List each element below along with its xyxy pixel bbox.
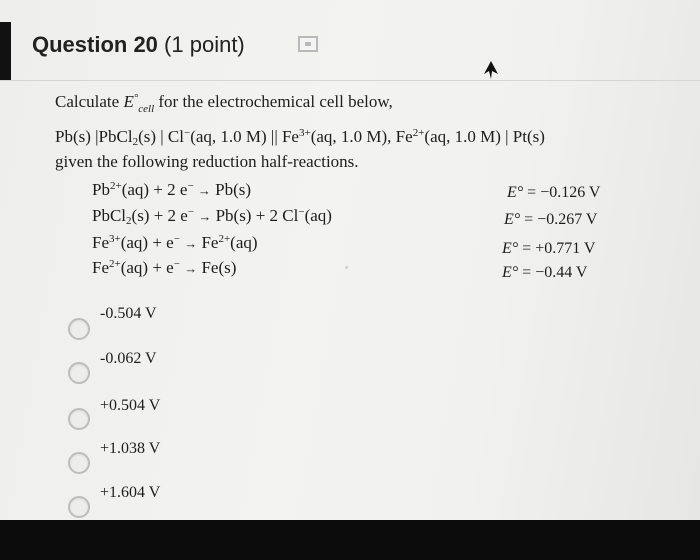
flag-icon[interactable] bbox=[298, 36, 318, 52]
answer-label[interactable]: +1.604 V bbox=[100, 484, 161, 501]
prompt-calculate: Calculate bbox=[55, 92, 120, 111]
question-prompt bbox=[55, 92, 393, 115]
e-cell-symbol: $E^\circ_{cell}$ bbox=[123, 92, 155, 115]
cell-notation: Pb(s) |PbCl$_2$(s) | Cl−(aq, 1.0 M) || $Fe^{3+}(aq$, 1.0 M), $Fe^{2+}(aq$, 1.0 M) | Pt(s) bbox=[55, 127, 545, 148]
question-title bbox=[32, 32, 245, 58]
arrow-icon: → bbox=[198, 209, 212, 224]
screen-speck bbox=[345, 266, 348, 269]
half-reaction: PbCl$_2$(s) + 2 e− → Pb(s) + 2 Cl−(aq) bbox=[92, 206, 332, 227]
answer-label[interactable]: +0.504 V bbox=[100, 397, 161, 414]
half-reaction: $Fe^{2+}(aq) + e^- \to Fe(s)$ bbox=[92, 258, 237, 277]
answer-radio[interactable] bbox=[68, 452, 90, 474]
reduction-potential: E° = −0.44 V bbox=[502, 264, 588, 281]
answer-radio[interactable] bbox=[68, 408, 90, 430]
arrow-icon: → bbox=[197, 183, 211, 198]
answer-radio[interactable] bbox=[68, 318, 90, 340]
answer-radio[interactable] bbox=[68, 362, 90, 384]
screen-bezel bbox=[0, 520, 700, 560]
question-number: Question 20 bbox=[32, 32, 158, 57]
reduction-potential: E° = −0.267 V bbox=[504, 211, 598, 228]
mouse-cursor-icon bbox=[483, 60, 499, 80]
reduction-potential: E° = +0.771 V bbox=[502, 240, 596, 257]
answer-label[interactable]: -0.062 V bbox=[100, 350, 157, 367]
header-divider bbox=[0, 80, 700, 81]
given-text: given the following reduction half-reactions. bbox=[55, 152, 359, 171]
answer-label[interactable]: -0.504 V bbox=[100, 305, 157, 322]
answer-label[interactable]: +1.038 V bbox=[100, 440, 161, 457]
half-reaction: $Pb^{2+}(aq) + 2$ e− → Pb(s) bbox=[92, 180, 252, 199]
question-points: (1 point) bbox=[164, 32, 245, 57]
prompt-rest: for the electrochemical cell below, bbox=[158, 92, 393, 111]
arrow-icon: → bbox=[184, 261, 198, 276]
arrow-icon: → bbox=[184, 236, 198, 251]
answer-radio[interactable] bbox=[68, 496, 90, 518]
reduction-potential: E° = −0.126 V bbox=[507, 184, 601, 201]
half-reaction: $Fe^{3+}(aq) + e^- \to Fe^{2+}(aq)$ bbox=[92, 233, 258, 252]
question-marker bbox=[0, 22, 11, 80]
